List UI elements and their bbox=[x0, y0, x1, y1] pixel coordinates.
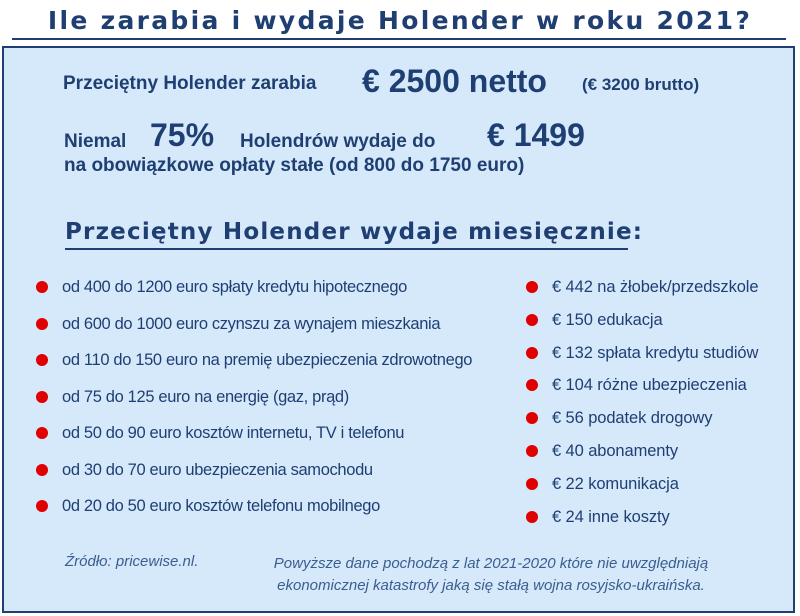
list-item-text: od 600 do 1000 euro czynszu za wynajem mieszkania bbox=[62, 314, 441, 333]
list-item-text: € 40 abonamenty bbox=[552, 441, 679, 460]
list-item-text: € 24 inne koszty bbox=[552, 507, 670, 526]
source-note: Źródło: pricewise.nl. bbox=[65, 553, 199, 570]
income-amount: € 2500 netto bbox=[362, 63, 547, 99]
disclaimer-note: Powyższe dane pochodzą z lat 2021-2020 które nie uwzględniają ekonomicznej katastrofy jaką się stałą wojna rosyjsko-ukraińska. bbox=[273, 555, 709, 594]
list-item-text: € 132 spłata kredytu studiów bbox=[552, 343, 759, 362]
list-item-text: € 150 edukacja bbox=[552, 310, 663, 329]
bullet-icon bbox=[526, 281, 538, 293]
list-item-text: od 30 do 70 euro ubezpieczenia samochodu bbox=[62, 460, 373, 479]
bullet-icon bbox=[526, 314, 538, 326]
monthly-heading: Przeciętny Holender wydaje miesięcznie: bbox=[65, 219, 644, 245]
list-item-text: € 56 podatek drogowy bbox=[552, 409, 713, 428]
fixed-costs-detail: na obowiązkowe opłaty stałe (od 800 do 1750 euro) bbox=[64, 155, 525, 176]
bullet-icon bbox=[36, 391, 48, 403]
list-item-text: € 104 różne ubezpieczenia bbox=[552, 376, 747, 395]
list-item-text: € 22 komunikacja bbox=[552, 474, 679, 493]
list-item-text: € 442 na żłobek/przedszkole bbox=[552, 278, 759, 296]
bullet-icon bbox=[526, 347, 538, 359]
fixed-costs-middle: Holendrów wydaje do bbox=[240, 131, 436, 152]
bullet-icon bbox=[526, 445, 538, 457]
monthly-heading-underline bbox=[65, 248, 628, 250]
fixed-costs-percent: 75% bbox=[150, 117, 215, 153]
bullet-icon bbox=[526, 511, 538, 523]
title-underline bbox=[12, 38, 786, 40]
bullet-icon bbox=[526, 478, 538, 490]
fixed-costs-amount: € 1499 bbox=[487, 117, 585, 153]
income-gross: (€ 3200 brutto) bbox=[582, 75, 700, 94]
list-item-text: od 75 do 125 euro na energię (gaz, prąd) bbox=[62, 387, 349, 406]
list-item-text: od 50 do 90 euro kosztów internetu, TV i telefonu bbox=[62, 424, 405, 442]
bullet-icon bbox=[36, 427, 48, 439]
fixed-costs-prefix: Niemal bbox=[64, 131, 127, 152]
page-title: Ile zarabia i wydaje Holender w roku 2021? bbox=[47, 6, 753, 35]
list-item-text: od 400 do 1200 euro spłaty kredytu hipotecznego bbox=[62, 278, 407, 296]
bullet-icon bbox=[36, 464, 48, 476]
bullet-icon bbox=[36, 500, 48, 512]
bullet-icon bbox=[36, 281, 48, 293]
bullet-icon bbox=[36, 318, 48, 330]
income-label: Przeciętny Holender zarabia bbox=[63, 73, 317, 94]
list-item-text: 0d 20 do 50 euro kosztów telefonu mobilnego bbox=[62, 497, 380, 515]
bullet-icon bbox=[36, 354, 48, 366]
list-item-text: od 110 do 150 euro na premię ubezpieczenia zdrowotnego bbox=[62, 351, 473, 369]
